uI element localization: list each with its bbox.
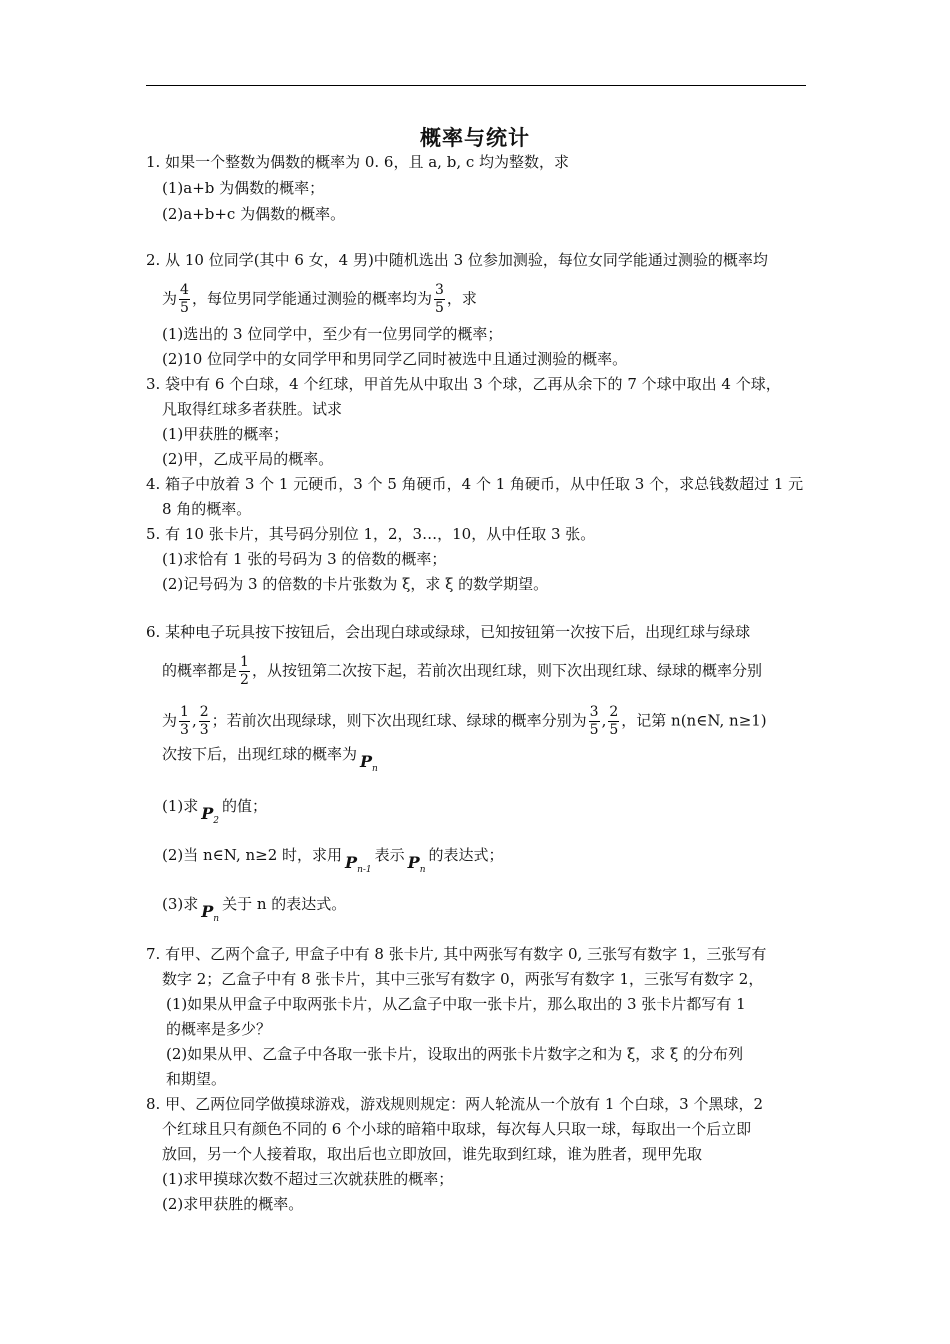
p6-frac-half — [239, 654, 250, 689]
p6-sub2-c: 的表达式； — [428, 846, 504, 864]
p2-line1: 2. 从 10 位同学(其中 6 女，4 男)中随机选出 3 位参加测验，每位女同学能通过测验的概率均 — [146, 251, 768, 269]
p-subscript: n — [419, 865, 426, 876]
p3-line1: 3. 袋中有 6 个白球，4 个红球，甲首先从中取出 3 个球，乙再从余下的 7 个球中取出 4 个球， — [146, 375, 781, 393]
frac-denominator: 3 — [199, 722, 209, 738]
page-title: 概率与统计 — [420, 126, 530, 150]
p6-sub3-b: 关于 n 的表达式。 — [222, 895, 347, 913]
p1-stem: 1. 如果一个整数为偶数的概率为 0. 6，且 a, b, c 均为整数，求 — [146, 153, 570, 171]
p-subscript: n — [213, 914, 220, 925]
p1-sub1: (1)a+b 为偶数的概率； — [162, 179, 325, 197]
p6-frac-3-5 — [589, 704, 600, 739]
p6-sub1 — [162, 796, 268, 827]
p6-sub2 — [162, 845, 504, 876]
p8-line2: 个红球且只有颜色不同的 6 个小球的暗箱中取球，每次每人只取一球，每取出一个后立即 — [162, 1120, 752, 1138]
frac-denominator: 5 — [434, 300, 444, 316]
p6-sub1-a: (1)求 — [162, 797, 199, 815]
p8-line1: 8. 甲、乙两位同学做摸球游戏，游戏规则规定：两人轮流从一个放有 1 个白球，3 个黑球，2 — [146, 1095, 764, 1113]
p6-line4-text: 次按下后，出现红球的概率为 — [162, 745, 358, 763]
p-letter: P — [201, 804, 214, 823]
frac-numerator: 4 — [180, 282, 189, 298]
p2-frac-female — [179, 282, 190, 317]
p7-sub2a: (2)如果从甲、乙盒子中各取一张卡片，设取出的两张卡片数字之和为 ξ，求 ξ 的分布列 — [166, 1045, 744, 1063]
p6-line3-b: ；若前次出现绿球，则下次出现红球、绿球的概率分别为 — [211, 711, 587, 730]
p-n-symbol — [360, 752, 378, 775]
frac-denominator: 5 — [609, 722, 619, 738]
p6-line2-b: ，从按钮第二次按下起，若前次出现红球，则下次出现红球、绿球的概率分别 — [251, 661, 762, 680]
frac-numerator: 2 — [199, 704, 209, 720]
p-n-symbol — [407, 853, 426, 876]
p2-line2-a: 为 — [162, 289, 178, 308]
p-2-symbol — [201, 804, 220, 827]
p3-sub1: (1)甲获胜的概率； — [162, 425, 289, 443]
p8-sub2: (2)求甲获胜的概率。 — [162, 1195, 304, 1213]
p-n-symbol — [201, 902, 220, 925]
p6-line3-c: ，记第 n(n∈N, n≥1) — [621, 711, 767, 730]
p6-sub3 — [162, 894, 347, 925]
frac-numerator: 3 — [589, 704, 599, 720]
frac-denominator: 3 — [180, 722, 189, 738]
p7-line1: 7. 有甲、乙两个盒子, 甲盒子中有 8 张卡片, 其中两张写有数字 0, 三张写有数字 1，三张写有 — [146, 945, 767, 963]
header-rule — [146, 85, 806, 86]
p2-line2-c: ，求 — [446, 289, 477, 308]
p2-line2 — [162, 282, 477, 317]
p2-sub1: (1)选出的 3 位同学中，至少有一位男同学的概率； — [162, 325, 503, 343]
p3-line2: 凡取得红球多者获胜。试求 — [162, 400, 343, 418]
p1-sub2: (2)a+b+c 为偶数的概率。 — [162, 205, 346, 223]
p6-sub2-b: 表示 — [374, 846, 405, 864]
p7-sub1b: 的概率是多少？ — [166, 1020, 272, 1038]
p6-line1: 6. 某种电子玩具按下按钮后，会出现白球或绿球，已知按钮第一次按下后，出现红球与绿球 — [146, 623, 751, 641]
p7-sub1a: (1)如果从甲盒子中取两张卡片，从乙盒子中取一张卡片，那么取出的 3 张卡片都写有 1 — [166, 995, 746, 1013]
frac-numerator: 2 — [609, 704, 619, 720]
p6-frac-2-5 — [608, 704, 619, 739]
p3-sub2: (2)甲，乙成平局的概率。 — [162, 450, 334, 468]
p-letter: P — [360, 752, 373, 771]
frac-denominator: 5 — [589, 722, 599, 738]
p6-sub3-a: (3)求 — [162, 895, 199, 913]
p5-stem: 5. 有 10 张卡片，其号码分别位 1，2，3…，10，从中任取 3 张。 — [146, 525, 596, 543]
p-n-minus-1-symbol — [345, 853, 372, 876]
p-letter: P — [201, 902, 214, 921]
p6-sub2-a: (2)当 n∈N, n≥2 时，求用 — [162, 846, 343, 864]
p-subscript: 2 — [213, 816, 220, 827]
p-subscript: n-1 — [357, 865, 372, 876]
p4-line2: 8 角的概率。 — [162, 500, 252, 518]
p8-line3: 放回，另一个人接着取，取出后也立即放回，谁先取到红球，谁为胜者，现甲先取 — [162, 1145, 703, 1163]
p6-line2-a: 的概率都是 — [162, 661, 238, 680]
frac-denominator: 5 — [180, 300, 189, 316]
frac-denominator: 2 — [240, 672, 249, 688]
p-letter: P — [407, 853, 420, 872]
p6-line2 — [162, 654, 762, 689]
frac-numerator: 1 — [240, 654, 249, 670]
p6-line3: 为 $\frac{1}{3}$ , $\frac{2}{3}$ ；若前次出现绿球，则下次出现红球、绿球的概率分别为 $\frac{3}{5}$ , $\frac{2}{5}$ ，记第 n(n∈N, n≥1) — [162, 704, 767, 738]
p4-line1: 4. 箱子中放着 3 个 1 元硬币，3 个 5 角硬币，4 个 1 角硬币，从中任取 3 个，求总钱数超过 1 元 — [146, 475, 804, 493]
frac-numerator: 1 — [180, 704, 189, 720]
frac-numerator: 3 — [434, 282, 444, 298]
p2-line2-b: ，每位男同学能通过测验的概率均为 — [191, 289, 432, 308]
p2-frac-male — [434, 282, 445, 317]
p6-sub1-b: 的值； — [222, 797, 268, 815]
p-letter: P — [345, 853, 358, 872]
p5-sub2: (2)记号码为 3 的倍数的卡片张数为 ξ，求 ξ 的数学期望。 — [162, 575, 549, 593]
p7-sub2b: 和期望。 — [166, 1070, 227, 1088]
p-subscript: n — [372, 764, 378, 775]
p6-frac-1-3 — [179, 704, 190, 739]
p6-frac-2-3 — [199, 704, 210, 739]
p6-line3-a: 为 — [162, 711, 178, 730]
p8-sub1: (1)求甲摸球次数不超过三次就获胜的概率； — [162, 1170, 454, 1188]
p5-sub1: (1)求恰有 1 张的号码为 3 的倍数的概率； — [162, 550, 447, 568]
p7-line2: 数字 2；乙盒子中有 8 张卡片，其中三张写有数字 0，两张写有数字 1，三张写有数字 2， — [162, 970, 764, 988]
p2-sub2: (2)10 位同学中的女同学甲和男同学乙同时被选中且通过测验的概率。 — [162, 350, 628, 368]
p6-line4 — [162, 744, 381, 775]
